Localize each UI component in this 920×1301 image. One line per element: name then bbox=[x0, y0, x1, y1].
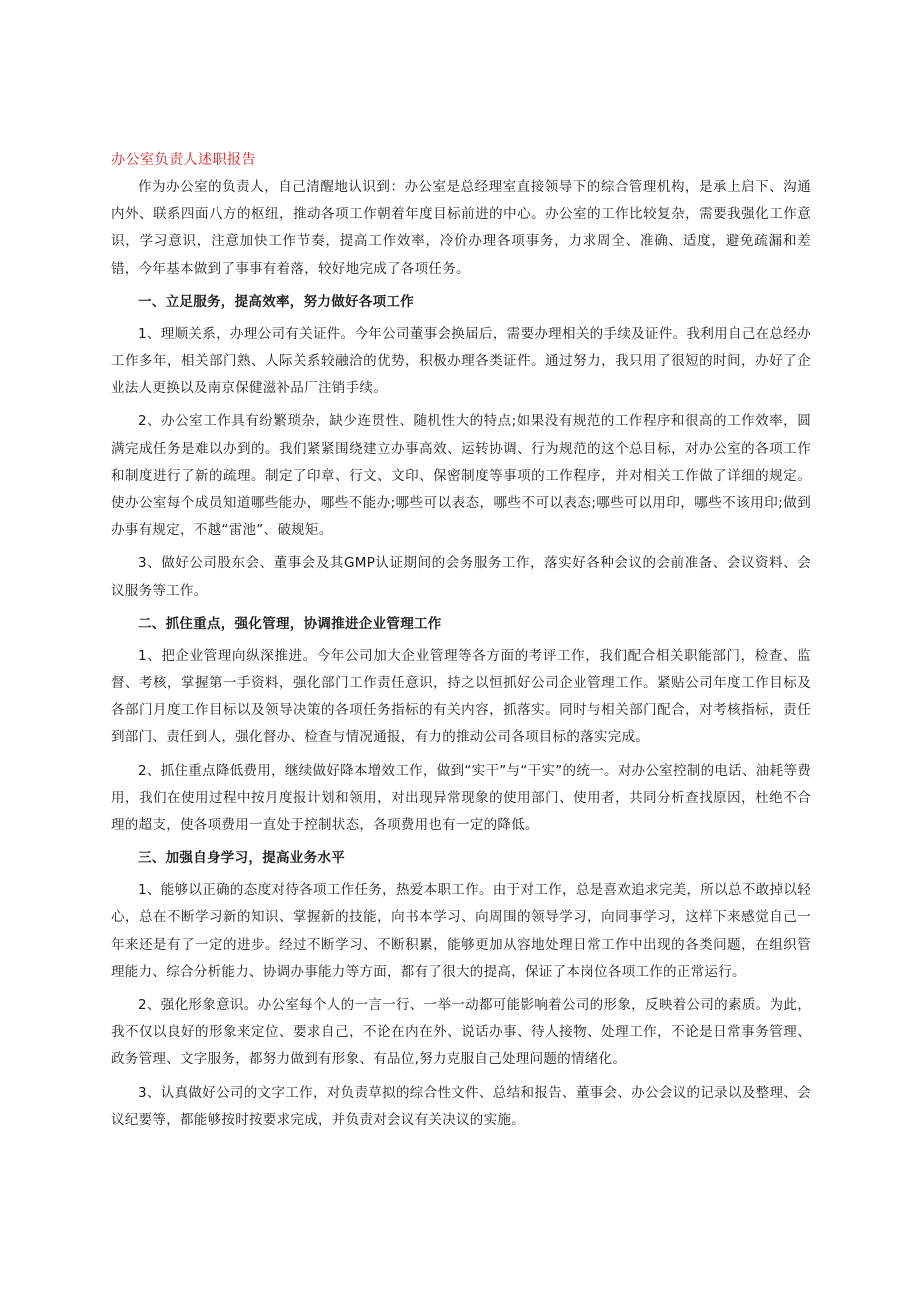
intro-paragraph: 作为办公室的负责人，自己清醒地认识到：办公室是总经理室直接领导下的综合管理机构，是承上启下、沟通内外、联系四面八方的枢纽，推动各项工作朝着年度目标前进的中心。办公室的工作比较复杂，需要我强化工作意识，学习意识，注意加快工作节奏，提高工作效率，冷价办理各项事务，力求周全、准确、适度，避免疏漏和差错，今年基本做到了事事有着落，较好地完成了各项任务。 bbox=[111, 179, 811, 277]
section-1-heading: 一、立足服务，提高效率，努力做好各项工作 bbox=[138, 293, 414, 310]
section-1-paragraph-3: 3、做好公司股东会、董事会及其GMP认证期间的会务服务工作，落实好各种会议的会前准备、会议资料、会议服务等工作。 bbox=[111, 555, 811, 599]
section-3-heading: 三、加强自身学习，提高业务水平 bbox=[138, 850, 345, 867]
document-page bbox=[111, 147, 811, 1136]
section-3-paragraph-2: 2、强化形象意识。办公室每个人的一言一行、一举一动都可能影响着公司的形象，反映着公司的素质。为此，我不仅以良好的形象来定位、要求自己，不论在内在外、说话办事、待人接物、处理工作，不论是日常事务管理、政务管理、文字服务，都努力做到有形象、有品位,努力克服自己处理问题的情绪化。 bbox=[111, 997, 811, 1068]
section-2-heading: 二、抓住重点，强化管理，协调推进企业管理工作 bbox=[138, 615, 442, 632]
section-1-paragraph-2: 2、办公室工作具有纷繁琐杂，缺少连贯性、随机性大的特点;如果没有规范的工作程序和很高的工作效率，圆满完成任务是难以办到的。我们紧紧围绕建立办事高效、运转协调、行为规范的这个总目标，对办公室的各项工作和制度进行了新的疏理。制定了印章、行文、文印、保密制度等事项的工作程序，并对相关工作做了详细的规定。使办公室每个成员知道哪些能办，哪些不能办;哪些可以表态，哪些不可以表态;哪些可以用印，哪些不该用印;做到办事有规定，不越“雷池”、破规矩。 bbox=[111, 413, 811, 539]
section-3-paragraph-3: 3、认真做好公司的文字工作，对负责草拟的综合性文件、总结和报告、董事会、办公会议的记录以及整理、会议纪要等，都能够按时按要求完成，并负责对会议有关决议的实施。 bbox=[111, 1084, 811, 1128]
section-2-paragraph-2: 2、抓住重点降低费用，继续做好降本增效工作，做到“实干”与“干实”的统一。对办公室控制的电话、油耗等费用，我们在使用过程中按月度报计划和领用，对出现异常现象的使用部门、使用者，共同分析查找原因，杜绝不合理的超支，使各项费用一直处于控制状态，各项费用也有一定的降低。 bbox=[111, 762, 811, 834]
document-title: 办公室负责人述职报告 bbox=[111, 152, 256, 168]
section-3-paragraph-1: 1、能够以正确的态度对待各项工作任务，热爱本职工作。由于对工作，总是喜欢追求完美，所以总不敢掉以轻心，总在不断学习新的知识、掌握新的技能，向书本学习、向周围的领导学习，向同事学习，这样下来感觉自己一年来还是有了一定的进步。经过不断学习、不断积累，能够更加从容地处理日常工作中出现的各类问题，在组织管理能力、综合分析能力、协调办事能力等方面，都有了很大的提高，保证了本岗位各项工作的正常运行。 bbox=[111, 882, 811, 980]
section-1-paragraph-1: 1、理顺关系，办理公司有关证件。今年公司董事会换届后，需要办理相关的手续及证件。我利用自己在总经办工作多年，相关部门熟、人际关系较融洽的优势，积极办理各类证件。通过努力，我只用了很短的时间，办好了企业法人更换以及南京保健滋补品厂注销手续。 bbox=[111, 325, 811, 397]
section-2-paragraph-1: 1、把企业管理向纵深推进。今年公司加大企业管理等各方面的考评工作，我们配合相关职能部门，检查、监督、考核，掌握第一手资料，强化部门工作责任意识，持之以恒抓好公司企业管理工作。紧贴公司年度工作目标及各部门月度工作目标以及领导决策的各项任务指标的有关内容，抓落实。同时与相关部门配合，对考核指标，责任到部门、责任到人，强化督办、检查与情况通报，有力的推动公司各项目标的落实完成。 bbox=[111, 647, 811, 746]
